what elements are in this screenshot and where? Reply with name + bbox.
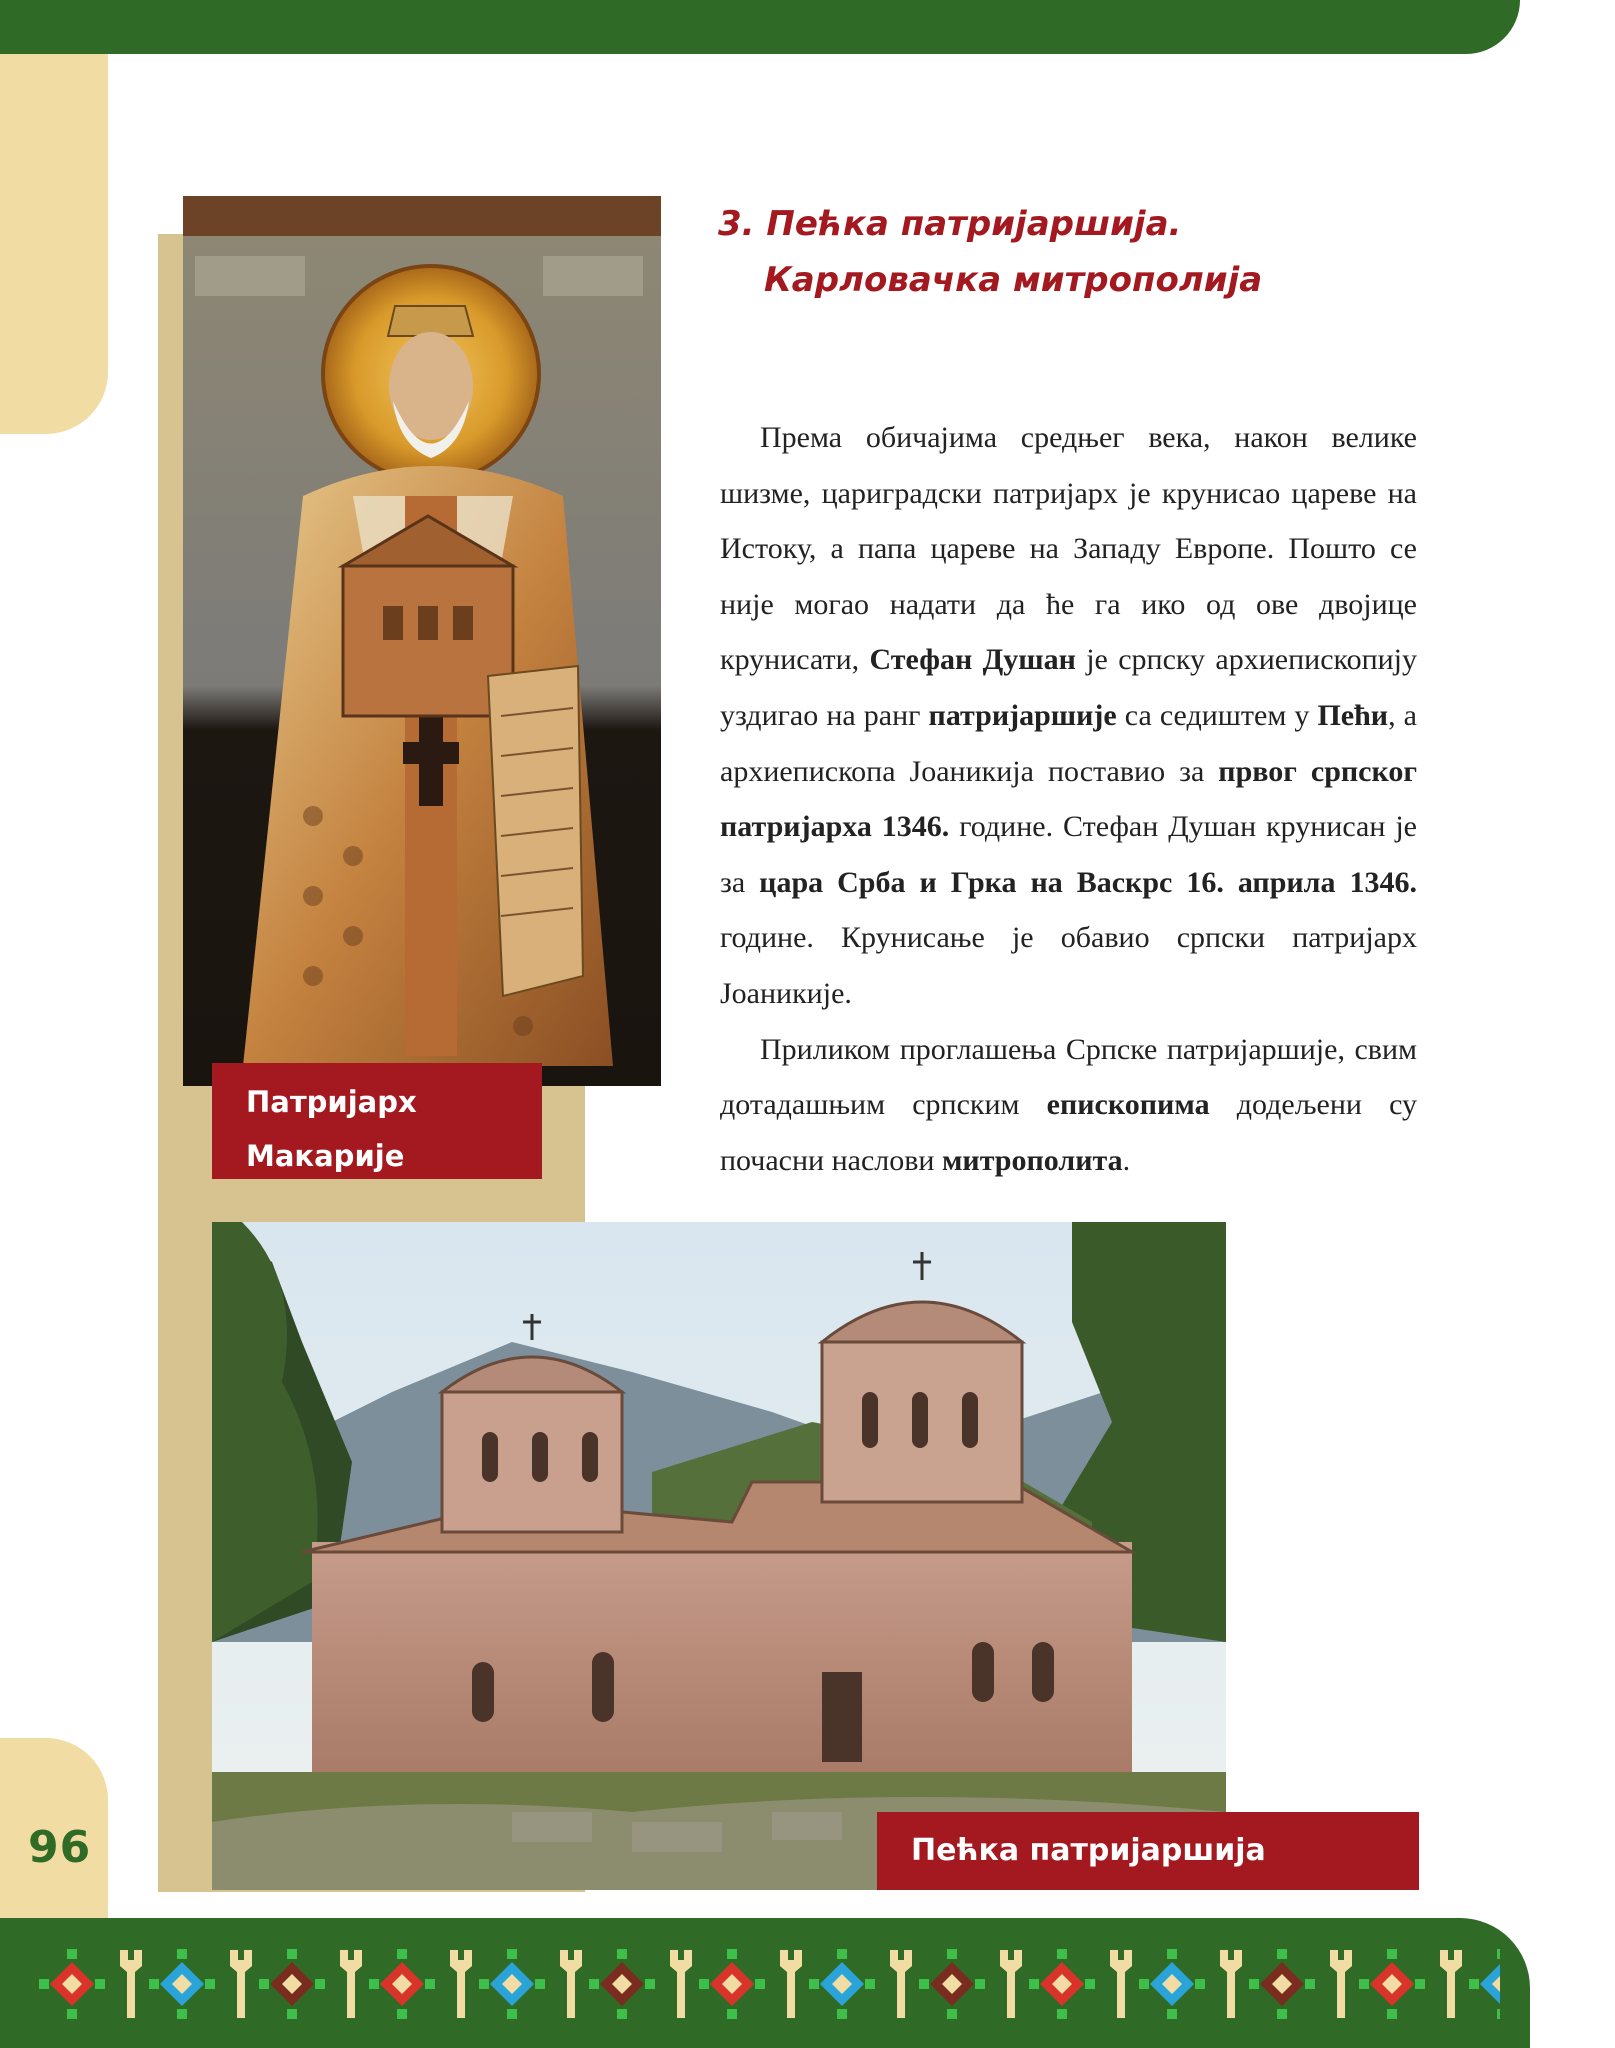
pec-patriarchate-photo [212, 1222, 1226, 1890]
portrait-caption [212, 1063, 542, 1179]
portrait-caption-line1: Патријарх [246, 1085, 417, 1119]
ornament-tree [340, 1950, 362, 2018]
top-banner [0, 0, 1520, 54]
text-run: додељени су почасни наслови [720, 1088, 1417, 1177]
bold-term: Стефан Душан [869, 643, 1076, 677]
text-run: , а архиепископа Јоаникија поставио за [720, 698, 1417, 788]
ornament-flower [1469, 1949, 1500, 2019]
ornament-flower [809, 1949, 875, 2019]
ornament-flower [149, 1949, 215, 2019]
ornament-flower [699, 1949, 765, 2019]
church-caption: Пећка патријаршија [877, 1812, 1419, 1890]
text-run: Приликом проглашења Српске патријаршије, свим дотадашњим српским [720, 1032, 1417, 1122]
body-text [720, 410, 1417, 1188]
ornament-flower [259, 1949, 325, 2019]
ornament-flower [39, 1949, 105, 2019]
ornament-flower [1249, 1949, 1315, 2019]
ornament-tree [1330, 1950, 1352, 2018]
ornament-tree [450, 1950, 472, 2018]
ornament-tree [670, 1950, 692, 2018]
side-tab-top [0, 54, 108, 434]
ornament-tree [890, 1950, 912, 2018]
ornament-flower [1359, 1949, 1425, 2019]
paragraph-2 [720, 1022, 1417, 1189]
ornament-flower [589, 1949, 655, 2019]
bold-term: Пећи [1317, 698, 1389, 732]
text-run: са седиштем у [1116, 698, 1318, 732]
ornament-tree [1000, 1950, 1022, 2018]
ornament-tree [780, 1950, 802, 2018]
ornament-flower [1139, 1949, 1205, 2019]
text-run: године. Крунисање је обавио српски патријарх Јоаникије. [720, 921, 1417, 1010]
section-heading-line2: Карловачка митрополија [764, 260, 1263, 300]
ornament-tree [120, 1950, 142, 2018]
text-run: године. Стефан Душан крунисан је за [720, 810, 1417, 899]
bold-term: патријаршије [928, 698, 1117, 732]
section-heading [718, 196, 1358, 308]
bold-term: епископима [1046, 1088, 1210, 1122]
ornament-tree [230, 1950, 252, 2018]
patriarch-fresco-image [183, 196, 661, 1086]
ornament-flower [919, 1949, 985, 2019]
ornament-tree [1440, 1950, 1462, 2018]
text-run: Према обичајима средњег века, након велике шизме, цариградски патријарх је крунисао цареве на Истоку, а папа цареве на Западу Европе. Пошто се није могао надати да ће га ико од ове двојице крунисати, [720, 421, 1417, 677]
bold-term: цара Срба и Грка на Васкрс 16. априла 1346. [759, 865, 1418, 899]
bold-term: митрополита [941, 1143, 1123, 1177]
text-run: је српску архиепископију уздигао на ранг [720, 643, 1418, 732]
page-number: 96 [28, 1822, 92, 1873]
ornament-tree [1220, 1950, 1242, 2018]
paragraph-1 [720, 410, 1417, 1022]
ornament-flower [1029, 1949, 1095, 2019]
portrait-caption-line2: Макарије [246, 1139, 405, 1173]
folk-ornament-border [30, 1932, 1500, 2036]
bold-term: првог српског патријарха 1346. [720, 754, 1417, 844]
ornament-tree [560, 1950, 582, 2018]
ornament-tree [1110, 1950, 1132, 2018]
section-heading-line1: 3. Пећка патријаршија. [718, 204, 1182, 244]
ornament-flower [369, 1949, 435, 2019]
text-run: . [1122, 1143, 1131, 1177]
ornament-flower [479, 1949, 545, 2019]
